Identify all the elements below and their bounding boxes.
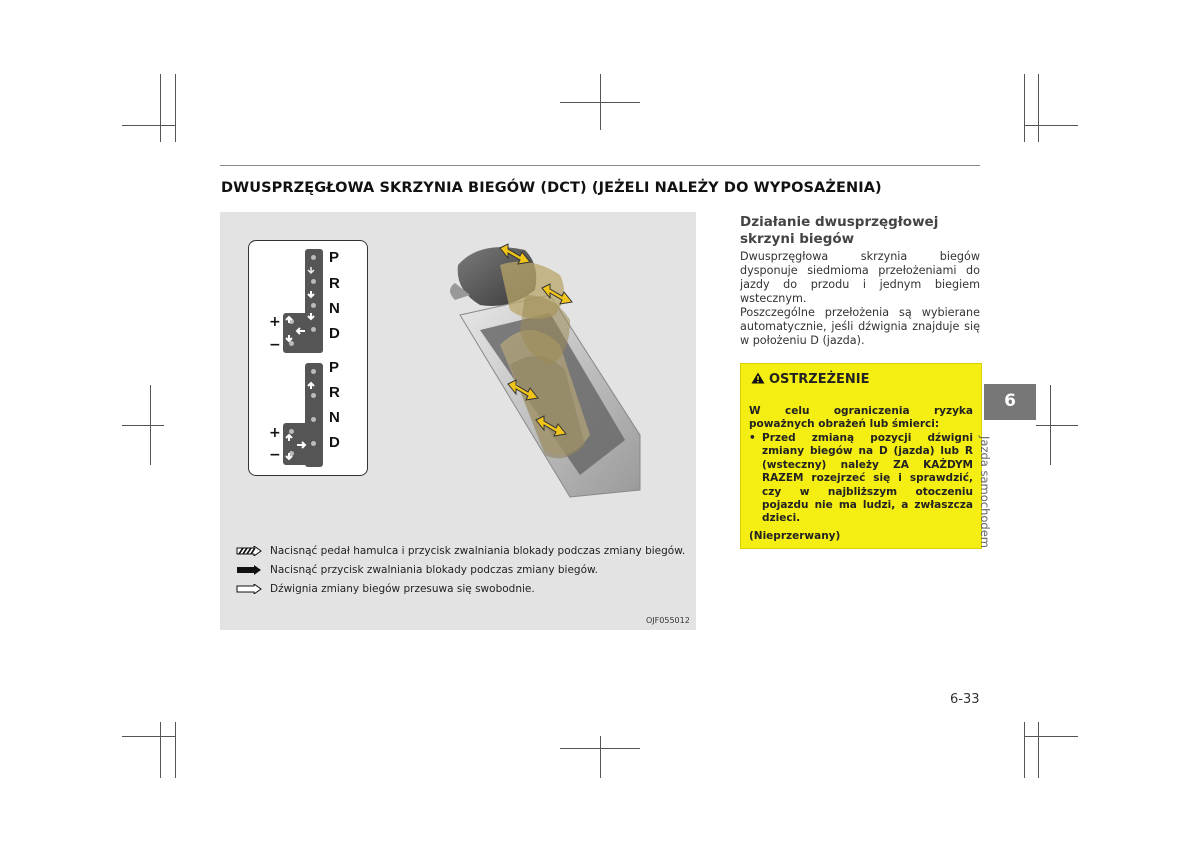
gear-letter-p: P — [329, 249, 340, 266]
crop-mark — [1038, 74, 1039, 142]
warning-intro: W celu ograniczenia ryzyka poważnych obrażeń lub śmierci: — [749, 405, 973, 430]
section-heading — [740, 214, 980, 248]
header-rule — [220, 165, 980, 166]
bullet-marker: • — [749, 432, 756, 444]
outline-arrow-icon — [236, 584, 262, 594]
plus-sign: + — [269, 425, 281, 441]
crop-mark — [1036, 425, 1078, 426]
warning-box — [740, 363, 982, 549]
crop-mark — [122, 425, 164, 426]
crop-mark — [122, 736, 176, 737]
gear-letter-d: D — [329, 325, 340, 342]
warning-bullet — [749, 432, 973, 526]
warning-continued: (Nieprzerwany) — [749, 530, 841, 542]
figure-code: OJF055012 — [646, 616, 690, 625]
shift-direction-arrow-icon — [540, 282, 574, 306]
crop-mark — [1038, 722, 1039, 778]
section-heading-line: Działanie dwusprzęgłowej — [740, 214, 939, 230]
crop-mark — [150, 385, 151, 465]
crop-mark — [160, 74, 161, 142]
warning-title-text: OSTRZEŻENIE — [769, 372, 870, 387]
body-paragraph: Poszczególne przełożenia są wybierane automatycznie, jeśli dźwignia znajduje się w położeniu D (jazda). — [740, 306, 980, 347]
legend-text: Nacisnąć pedał hamulca i przycisk zwalniania blokady podczas zmiany biegów. — [270, 545, 686, 557]
shift-direction-arrow-icon — [534, 414, 568, 438]
legend-text: Dźwignia zmiany biegów przesuwa się swobodnie. — [270, 583, 535, 595]
hatched-arrow-icon — [236, 546, 262, 556]
crop-mark — [1024, 722, 1025, 778]
crop-mark — [600, 74, 601, 130]
gate-position-dot — [311, 369, 316, 374]
page-number: 6-33 — [950, 692, 980, 707]
crop-mark — [175, 722, 176, 778]
gear-letter-n: N — [329, 300, 340, 317]
gate-arrows-icon — [283, 261, 323, 353]
minus-sign: − — [269, 447, 281, 463]
warning-triangle-icon — [751, 372, 765, 384]
gear-lever-illustration — [440, 235, 660, 505]
gate-position-dot — [311, 255, 316, 260]
gear-letter-p: P — [329, 359, 340, 376]
warning-bullet-text: Przed zmianą pozycji dźwigni zmiany biegów na D (jazda) lub R (wsteczny) należy ZA KAŻDYM RAZEM rozejrzeć się i sprawdzić, czy w najbliższym otoczeniu pojazdu nie ma ludzi, a zwłaszcza dzieci. — [762, 432, 973, 525]
gear-letter-r: R — [329, 275, 340, 292]
gate-arrows-icon — [283, 375, 323, 467]
legend-text: Nacisnąć przycisk zwalniania blokady podczas zmiany biegów. — [270, 564, 598, 576]
shift-direction-arrow-icon — [506, 378, 540, 402]
gear-letter-n: N — [329, 409, 340, 426]
plus-sign: + — [269, 314, 281, 330]
crop-mark — [1024, 125, 1078, 126]
gear-letter-r: R — [329, 384, 340, 401]
shift-pattern-diagram — [248, 240, 368, 476]
crop-mark — [600, 736, 601, 778]
warning-title — [751, 372, 870, 387]
crop-mark — [122, 125, 176, 126]
section-heading-line: skrzyni biegów — [740, 231, 855, 247]
crop-mark — [1024, 736, 1078, 737]
chapter-label — [978, 436, 1008, 576]
gear-letter-d: D — [329, 434, 340, 451]
solid-arrow-icon — [236, 565, 262, 575]
crop-mark — [175, 74, 176, 142]
chapter-label-text: Jazda samochodem — [978, 436, 992, 548]
crop-mark — [160, 722, 161, 778]
page-title: DWUSPRZĘGŁOWA SKRZYNIA BIEGÓW (DCT) (JEŻELI NALEŻY DO WYPOSAŻENIA) — [221, 180, 882, 196]
crop-mark — [1024, 74, 1025, 142]
chapter-number: 6 — [1004, 391, 1016, 411]
crop-mark — [1050, 385, 1051, 465]
body-paragraph: Dwusprzęgłowa skrzynia biegów dysponuje siedmioma przełożeniami do jazdy do przodu i jednym biegiem wstecznym. — [740, 250, 980, 305]
shift-direction-arrow-icon — [498, 242, 532, 266]
minus-sign: − — [269, 337, 281, 353]
